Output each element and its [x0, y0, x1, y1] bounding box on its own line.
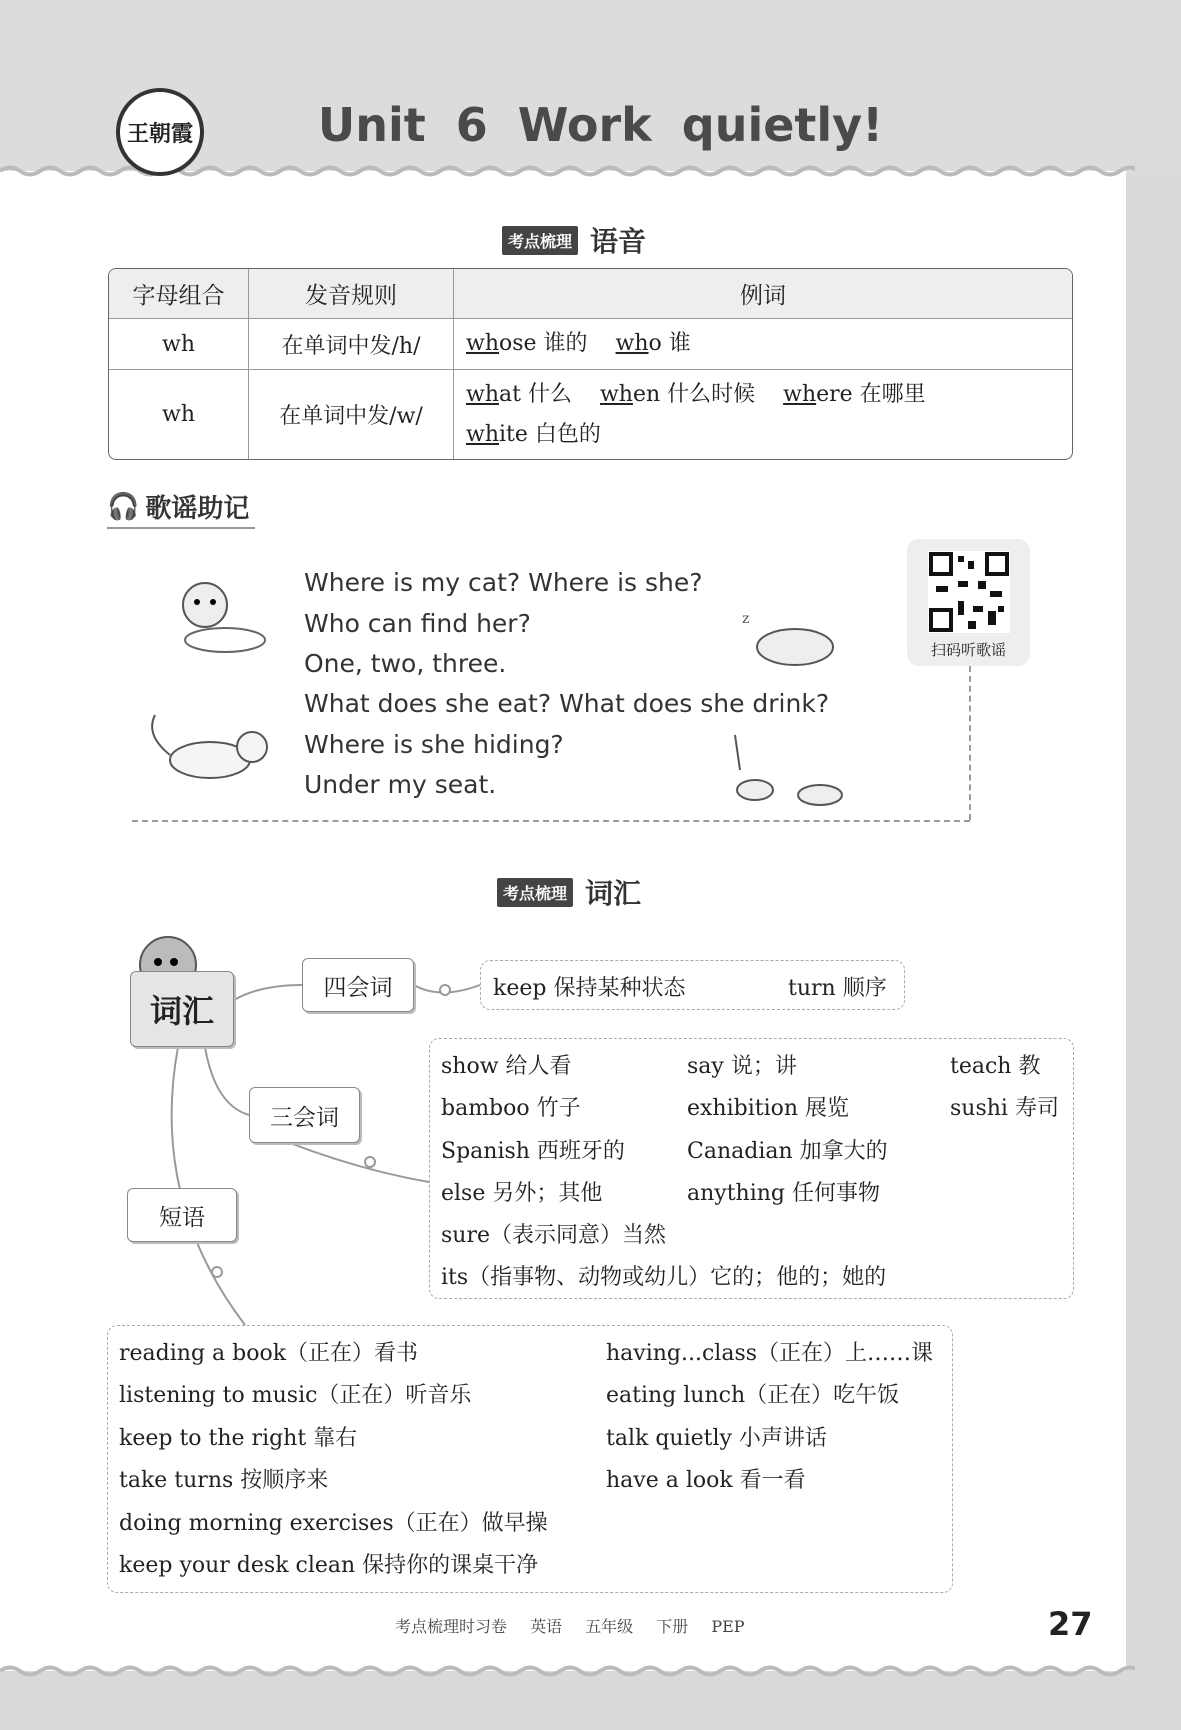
chant-divider — [132, 820, 970, 822]
vocab-word: eating lunch（正在）吃午饭 — [606, 1383, 900, 1408]
phonics-heading — [502, 220, 646, 260]
letter-combo: wh — [109, 370, 249, 459]
rule: 在单词中发/h/ — [249, 319, 454, 370]
vocab-center-node: 词汇 — [130, 971, 234, 1047]
underlined-letters: wh — [466, 331, 499, 356]
vocab-word: sure（表示同意）当然 — [441, 1223, 666, 1248]
example-word — [616, 331, 691, 356]
headphones-icon: 🎧 — [107, 491, 140, 522]
vocab-word: take turns 按顺序来 — [119, 1468, 329, 1493]
chant-heading — [107, 488, 255, 529]
qr-label: 扫码听歌谣 — [930, 641, 1006, 659]
cat-and-dog-chase-illustration — [720, 730, 850, 815]
vocab-word: keep to the right 靠右 — [119, 1426, 358, 1451]
example-word — [466, 331, 588, 356]
vocab-word: listening to music（正在）听音乐 — [119, 1383, 472, 1408]
underlined-letters: wh — [466, 381, 499, 407]
example-word — [600, 382, 755, 407]
column-header: 例词 — [454, 269, 1072, 319]
chant-line: Under my seat. — [304, 770, 497, 799]
example-word — [783, 382, 926, 407]
vocab-word: doing morning exercises（正在）做早操 — [119, 1511, 548, 1536]
vocab-word: Canadian 加拿大的 — [687, 1139, 888, 1164]
vocab-word: keep 保持某种状态 — [493, 976, 686, 1001]
column-header: 发音规则 — [249, 269, 454, 319]
vocab-word: Spanish 西班牙的 — [441, 1139, 625, 1164]
vocab-word: say 说；讲 — [687, 1054, 797, 1079]
vocab-word: exhibition 展览 — [687, 1096, 850, 1121]
underlined-letters: wh — [599, 381, 633, 407]
column-header: 字母组合 — [109, 269, 249, 319]
phonics-table — [108, 268, 1073, 460]
qr-code-card[interactable] — [907, 539, 1030, 666]
example-rest: ere 在哪里 — [816, 381, 926, 407]
vocab-word: sushi 寿司 — [950, 1096, 1059, 1121]
cat-sleeping-illustration — [740, 605, 840, 670]
svg-text:z: z — [742, 611, 750, 627]
section-tag: 考点梳理 — [497, 878, 573, 907]
phrases-box — [107, 1325, 953, 1593]
chant-divider-vertical — [969, 666, 971, 820]
page-number: 27 — [1048, 1605, 1093, 1643]
vocab-word: teach 教 — [950, 1054, 1041, 1079]
chant-line: What does she eat? What does she drink? — [304, 689, 830, 718]
underlined-letters: wh — [783, 381, 817, 407]
example-rest: o 谁 — [648, 331, 691, 356]
vocab-word: having...class（正在）上……课 — [606, 1341, 934, 1366]
example-word — [466, 422, 601, 447]
phrases-node: 短语 — [127, 1188, 237, 1242]
vocab-word: show 给人看 — [441, 1054, 572, 1079]
rule: 在单词中发/w/ — [249, 370, 454, 459]
vocab-word: its（指事物、动物或幼儿）它的；他的；她的 — [441, 1265, 887, 1290]
table-row — [109, 370, 1072, 459]
vocab-word: turn 顺序 — [788, 976, 887, 1001]
section-tag: 考点梳理 — [502, 226, 578, 255]
chant-line: Where is she hiding? — [304, 730, 564, 759]
vocab-word: anything 任何事物 — [687, 1181, 881, 1206]
cat-running-illustration — [140, 705, 275, 800]
examples — [454, 370, 1072, 459]
example-rest: ite 白色的 — [499, 421, 601, 447]
example-rest: en 什么时候 — [632, 381, 756, 407]
wavy-border-bottom — [0, 1664, 1135, 1678]
logo-text: 王朝霞 — [126, 120, 193, 147]
vocab-word: reading a book（正在）看书 — [119, 1341, 419, 1366]
vocab-word: bamboo 竹子 — [441, 1096, 581, 1121]
vocab-word: else 另外；其他 — [441, 1181, 603, 1206]
vocab-word: keep your desk clean 保持你的课桌干净 — [119, 1553, 539, 1578]
vocab-heading — [497, 872, 641, 912]
three-skill-words-node: 三会词 — [249, 1087, 360, 1143]
example-rest: at 什么 — [499, 381, 572, 407]
underlined-letters: wh — [615, 331, 649, 356]
chant-line: One, two, three. — [304, 649, 507, 678]
vocab-word: talk quietly 小声讲话 — [606, 1426, 827, 1451]
vocab-word: have a look 看一看 — [606, 1468, 806, 1493]
example-rest: ose 谁的 — [499, 331, 588, 356]
page-title: Unit 6 Work quietly! — [317, 98, 884, 152]
cat-drinking-illustration — [155, 570, 285, 660]
example-word — [466, 382, 572, 407]
qr-code-icon[interactable] — [928, 551, 1010, 633]
chant-line: Who can find her? — [304, 609, 531, 638]
three-skill-words-box — [429, 1038, 1074, 1299]
examples — [454, 319, 1072, 370]
footer-text: 考点梳理时习卷 英语 五年级 下册 PEP — [395, 1617, 745, 1636]
section-title: 词汇 — [585, 877, 642, 910]
underlined-letters: wh — [466, 421, 499, 447]
section-title: 语音 — [590, 225, 647, 258]
table-row — [109, 319, 1072, 370]
chant-line: Where is my cat? Where is she? — [304, 568, 703, 597]
four-skill-words-node: 四会词 — [302, 958, 414, 1012]
four-skill-words-box — [480, 960, 905, 1010]
chant-title: 歌谣助记 — [145, 494, 250, 524]
table-header — [109, 269, 1072, 319]
letter-combo: wh — [109, 319, 249, 370]
